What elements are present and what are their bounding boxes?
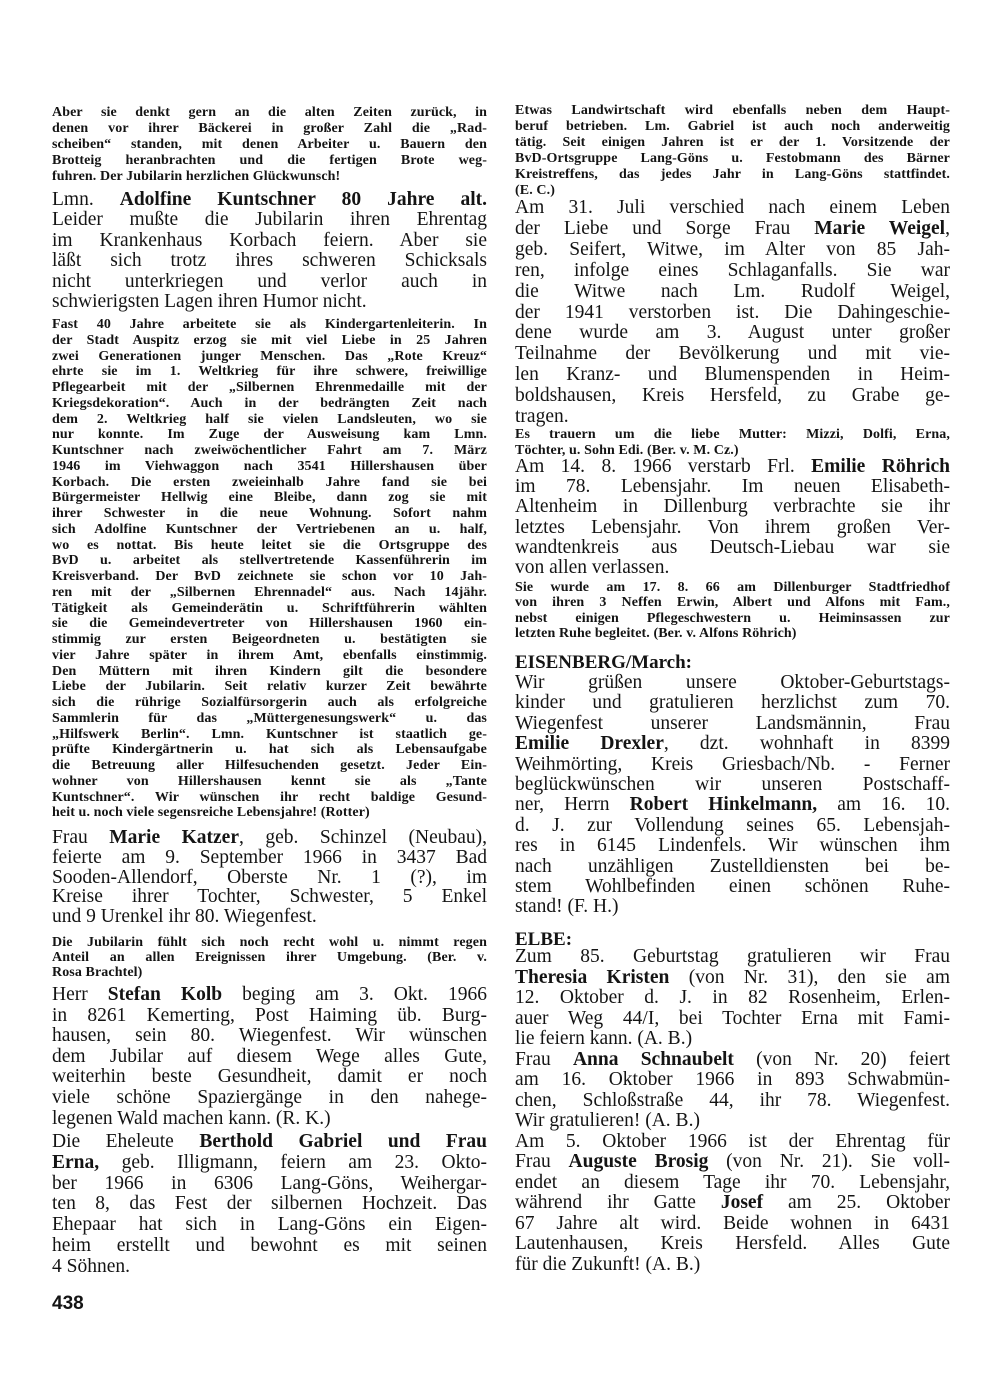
text-line: nach unzähligen Zustelldiensten bei be- xyxy=(515,855,950,877)
text-line: Die Eheleute Berthold Gabriel und Frau xyxy=(52,1131,487,1152)
paragraph-weigel xyxy=(515,198,950,428)
paragraph-gabriel xyxy=(52,1132,487,1278)
paragraph-bakery-memories xyxy=(52,105,487,185)
text-line: (E. C.) xyxy=(515,183,555,198)
text-line: Frau Auguste Brosig (von Nr. 21). Sie voll- xyxy=(515,1151,951,1172)
text-line: letztes Lebensjahr. Von ihrem großen Ver- xyxy=(515,516,950,538)
text-line: der Liebe und Sorge Frau Marie Weigel, xyxy=(515,217,950,239)
text-line: Die Jubilarin fühlt sich noch recht wohl u. nimmt regen xyxy=(52,935,487,950)
text-line: Anteil an allen Ereignissen ihrer Umgebung. (Ber. v. xyxy=(52,950,487,966)
bold-name: Marie Katzer xyxy=(109,827,239,848)
text-line: Kriegsdekoration“. Auch in der bedrängten Zeit nach xyxy=(52,395,487,411)
text-line: heit u. noch viele segensreiche Lebensjahre! (Rotter) xyxy=(52,805,370,821)
bold-name: Adolfine Kuntschner 80 Jahre alt. xyxy=(119,189,487,210)
text-line: sich Adolfine Kuntschner der Vertriebenen an u. half, xyxy=(52,521,487,537)
text-line: wandtenkreis aus Deutsch-Liebau war sie xyxy=(515,536,950,558)
text-line: Brotteig heranbrachten und die fertigen Brote weg- xyxy=(52,153,487,168)
text-line: nebst einigen Pflegeschwestern u. Heiminsassen zur xyxy=(515,610,950,626)
text-line: Lautenhausen, Kreis Hersfeld. Alles Gute xyxy=(515,1233,950,1254)
text-line: Wiegenfest unserer Landsmännin, Frau xyxy=(515,712,950,734)
text-line: Pflegearbeit mit der „Silbernen Ehrenmedaille mit der xyxy=(52,380,487,395)
paragraph-kuntschner-bio xyxy=(52,317,487,821)
bold-name: Anna Schnaubelt xyxy=(572,1048,734,1070)
text-line: Bürgermeister Hellwig eine Bleibe, dann zog sie mit xyxy=(52,490,487,506)
text-line: Emilie Drexler, dzt. wohnhaft in 8399 xyxy=(515,733,951,755)
text-line: scheiben“ standen, mit denen Arbeiter u. Bauern den xyxy=(52,137,487,152)
text-line: hausen, sein 80. Wiegenfest. Wir wünschen xyxy=(52,1025,487,1047)
text-line: Den Müttern mit ihren Kindern gilt die besondere xyxy=(52,663,487,679)
text-line: Frau Marie Katzer, geb. Schinzel (Neubau), xyxy=(52,827,487,848)
text-line: stimmig zur ersten Beigeordneten u. bestätigten sie xyxy=(52,632,487,647)
text-line: Wir gratulieren! (A. B.) xyxy=(515,1110,700,1131)
text-line: Lmn. Adolfine Kuntschner 80 Jahre alt. xyxy=(52,189,487,210)
paragraph-roehrich-burial xyxy=(515,580,950,641)
text-line: weiterhin beste Gesundheit, damit er noch xyxy=(52,1066,487,1088)
text-line: der Stadt Auspitz erzog sie mit viel Liebe in 25 Jahren xyxy=(52,332,487,348)
text-line: ten 8, das Fest der silbernen Hochzeit. Das xyxy=(52,1193,487,1215)
text-line: 4 Söhnen. xyxy=(52,1255,130,1277)
text-line: schwierigsten Lagen ihren Humor nicht. xyxy=(52,291,367,313)
text-line: fuhren. Der Jubilarin herzlichen Glückwunsch! xyxy=(52,169,341,184)
text-line: Teilnahme der Bevölkerung und mit vie- xyxy=(515,343,950,365)
text-line: lie feiern kann. (A. B.) xyxy=(515,1028,693,1049)
text-line: beglückwünschen wir unseren Postschaff- xyxy=(515,774,950,796)
text-line: wohner von Hillershausen kennt sie als „Tante xyxy=(52,773,487,789)
bold-name: Josef xyxy=(720,1192,764,1213)
text-line: während ihr Gatte Josef am 25. Oktober xyxy=(515,1192,950,1213)
text-line: beruf betrieben. Lm. Gabriel ist auch noch anderweitig xyxy=(515,119,950,134)
text-line: res in 6145 Lindenfels. Wir wünschen ihm xyxy=(515,835,950,857)
text-line: am 16. Oktober 1966 in 893 Schwabmün- xyxy=(515,1069,950,1090)
text-line: 12. Oktober d. J. in 82 Rosenheim, Erlen- xyxy=(515,987,950,1008)
paragraph-katzer xyxy=(52,828,487,927)
text-line: ren mit der „Silbernen Ehrennadel“ aus. Nach 14jähr. xyxy=(52,584,487,600)
text-line: zwei Generationen junger Menschen. Das „Rote Kreuz“ xyxy=(52,348,487,364)
text-line: ihrer Schwester in die neue Wohnung. Sofort nahm xyxy=(52,506,487,521)
text-line: ner, Herrn Robert Hinkelmann, am 16. 10. xyxy=(515,794,950,816)
text-line: Am 31. Juli verschied nach einem Leben xyxy=(515,197,950,218)
text-line: „Hilfswerk Berlin“. Lmn. Kuntschner ist staatlich ge- xyxy=(52,726,487,742)
text-line: viele schöne Spaziergänge in den nahege- xyxy=(52,1086,487,1108)
paragraph-elbe xyxy=(515,947,950,1275)
text-line: Liebe der Jubilarin. Seit relativ kurzer Zeit bewährte xyxy=(52,679,487,695)
text-line: geb. Seifert, Witwe, im Alter von 85 Jah- xyxy=(515,238,950,260)
text-line: sie die Gemeindevertreter von Hillershausen 1960 ein- xyxy=(52,616,487,632)
text-line: Sammlerin für das „Müttergenesungswerk“ u. das xyxy=(52,710,487,726)
text-line: d. J. zur Vollendung seines 65. Lebensjah- xyxy=(515,814,950,836)
text-line: dem 2. Weltkrieg half sie vielen Landsleuten, wo sie xyxy=(52,411,487,427)
text-line: BvD u. arbeitet als stellvertretende Kassenführerin im xyxy=(52,553,487,569)
text-line: prüfte Kindergärtnerin u. hat sich als Lebensaufgabe xyxy=(52,742,487,758)
text-line: wo es nottat. Bis heute leitet sie die Ortsgruppe des xyxy=(52,537,487,553)
text-line: von ihren 3 Neffen Erwin, Albert und Alfons mit Fam., xyxy=(515,595,950,611)
text-line: 1946 im Viehwaggon nach 3541 Hillershausen über xyxy=(52,458,487,474)
paragraph-gabriel-note xyxy=(515,103,950,199)
bold-name: Marie Weigel xyxy=(814,217,946,239)
text-line: Weihmörting, Kreis Griesbach/Nb. - Ferner xyxy=(515,753,950,775)
text-line: endet an diesem Tage ihr 70. Lebensjahr, xyxy=(515,1171,950,1193)
text-line: ber 1966 in 6306 Lang-Göns, Weihergar- xyxy=(52,1172,487,1194)
text-line: 67 Jahre alt wird. Beide wohnen in 6431 xyxy=(515,1212,950,1234)
text-line: von allen verlassen. xyxy=(515,557,670,579)
text-line: und 9 Urenkel ihr 80. Wiegenfest. xyxy=(52,906,317,928)
text-line: Kreise ihrer Tochter, Schwester, 5 Enkel xyxy=(52,886,487,908)
text-line: Tätigkeit als Gemeinderätin u. Schriftführerin wählten xyxy=(52,600,487,616)
text-line: Wir grüßen unsere Oktober-Geburtstags- xyxy=(515,672,950,693)
text-line: Kreistreffens, das jedes Jahr in Lang-Göns stattfindet. xyxy=(515,167,950,182)
text-line: BvD-Ortsgruppe Lang-Göns u. Festobmann des Bärner xyxy=(515,151,950,166)
text-line: der 1941 verstorben ist. Die Dahingeschie- xyxy=(515,301,950,323)
text-line: vier Jahre später in ihrem Amt, ebenfalls einstimmig. xyxy=(52,647,487,663)
bold-name: Auguste Brosig xyxy=(568,1151,709,1172)
text-line: tätig. Seit einigen Jahren ist er der 1. Vorsitzende der xyxy=(515,135,950,150)
text-line: die Betreuung aller Hilfesuchenden gesetzt. Jeder Ein- xyxy=(52,758,487,773)
text-line: Am 5. Oktober 1966 ist der Ehrentag für xyxy=(515,1130,950,1152)
text-line: sich die rührige Sozialfürsorgerin auch als erfolgreiche xyxy=(52,695,487,710)
paragraph-weigel-mourners xyxy=(515,427,950,458)
text-line: Fast 40 Jahre arbeitete sie als Kindergartenleiterin. In xyxy=(52,317,487,332)
text-line: stem Wohlbefinden einen schönen Ruhe- xyxy=(515,876,950,898)
bold-name: Berthold Gabriel und Frau xyxy=(199,1131,487,1152)
text-line: Korbach. Die ersten zweieinhalb Jahre fand sie bei xyxy=(52,474,487,490)
bold-name: Emilie Drexler xyxy=(515,733,664,755)
text-line: die Witwe nach Lm. Rudolf Weigel, xyxy=(515,280,950,302)
paragraph-kuntschner-intro xyxy=(52,190,487,312)
text-line: Theresia Kristen (von Nr. 31), den sie am xyxy=(515,966,950,988)
text-line: Leider mußte die Jubilarin ihren Ehrentag xyxy=(52,209,487,231)
text-line: Kreisverband. Der BvD zeichnete sie schon vor 10 Jah- xyxy=(52,569,487,584)
text-line: auer Weg 44/I, bei Tochter Erna mit Fami- xyxy=(515,1007,950,1029)
section-heading-elbe: ELBE: xyxy=(515,929,573,950)
text-line: Sie wurde am 17. 8. 66 am Dillenburger Stadtfriedhof xyxy=(515,580,950,595)
text-line: für die Zukunft! (A. B.) xyxy=(515,1253,701,1275)
text-line: Aber sie denkt gern an die alten Zeiten zurück, in xyxy=(52,105,487,120)
text-line: ehrte sie im 1. Weltkrieg für ihre schwere, freiwillige xyxy=(52,364,487,380)
page-number: 438 xyxy=(52,1293,84,1314)
text-line: nicht unterkriegen und verlor auch in xyxy=(52,270,487,292)
bold-name: Robert Hinkelmann, xyxy=(629,794,818,816)
text-line: stand! (F. H.) xyxy=(515,896,619,918)
section-heading-eisenberg: EISENBERG/March: xyxy=(515,652,693,673)
text-line: Erna, geb. Illigmann, feiern am 23. Okto- xyxy=(52,1151,487,1173)
paragraph-eisenberg xyxy=(515,673,950,918)
bold-name: Theresia Kristen xyxy=(515,966,670,988)
text-line: nur konnte. Im Zuge der Ausweisung kam Lmn. xyxy=(52,427,487,443)
text-line: Altenheim in Dillenburg verbrachte sie ihr xyxy=(515,496,950,518)
paragraph-katzer-note xyxy=(52,935,487,981)
text-line: Sooden-Allendorf, Oberste Nr. 1 (?), im xyxy=(52,866,487,888)
text-line: dem Jubilar auf diesem Wege alles Gute, xyxy=(52,1045,487,1067)
text-line: tragen. xyxy=(515,406,569,428)
text-line: dene wurde am 3. August unter großer xyxy=(515,322,950,344)
text-line: Herr Stefan Kolb beging am 3. Okt. 1966 xyxy=(52,984,487,1005)
text-line: Frau Anna Schnaubelt (von Nr. 20) feiert xyxy=(515,1048,951,1070)
text-line: kinder und gratulieren herzlichst zum 70. xyxy=(515,692,950,714)
text-line: legenen Wald machen kann. (R. K.) xyxy=(52,1107,331,1129)
text-line: heim erstellt und bewohnt es mit seinen xyxy=(52,1234,487,1256)
text-line: len Kranz- und Blumenspenden in Heim- xyxy=(515,364,950,386)
bold-name: Stefan Kolb xyxy=(107,984,223,1005)
text-line: Ehepaar hat sich in Lang-Göns ein Eigen- xyxy=(52,1214,487,1236)
paragraph-roehrich xyxy=(515,457,950,578)
text-line: Kuntschner nach zweiwöchentlicher Fahrt am 7. März xyxy=(52,443,487,458)
text-line: Etwas Landwirtschaft wird ebenfalls neben dem Haupt- xyxy=(515,103,950,118)
text-line: Rosa Brachtel) xyxy=(52,965,143,981)
text-line: in 8261 Kemerting, Post Haiming üb. Burg- xyxy=(52,1004,487,1026)
text-line: Am 14. 8. 1966 verstarb Frl. Emilie Röhrich xyxy=(515,456,950,477)
text-line: boldshausen, Kreis Hersfeld, zu Grabe ge- xyxy=(515,385,950,407)
bold-name: Emilie Röhrich xyxy=(811,456,950,477)
text-line: denen vor ihrer Bäckerei in großer Zahl die „Rad- xyxy=(52,121,487,136)
text-line: ren, infolge eines Schlaganfalls. Sie war xyxy=(515,259,950,281)
text-line: Töchter, u. Sohn Edi. (Ber. v. M. Cz.) xyxy=(515,442,739,458)
text-line: im Krankenhaus Korbach feiern. Aber sie xyxy=(52,229,487,251)
text-line: Zum 85. Geburtstag gratulieren wir Frau xyxy=(515,946,950,967)
bold-name: Erna, xyxy=(52,1151,100,1173)
text-line: feierte am 9. September 1966 in 3437 Bad xyxy=(52,846,487,868)
text-line: Es trauern um die liebe Mutter: Mizzi, Dolfi, Erna, xyxy=(515,427,950,442)
text-line: chen, Schloßstraße 44, ihr 78. Wiegenfest. xyxy=(515,1089,950,1111)
text-line: Kuntschner“. Wir wünschen ihr recht baldige Gesund- xyxy=(52,789,487,805)
paragraph-kolb xyxy=(52,985,487,1129)
text-line: letzten Ruhe begleitet. (Ber. v. Alfons Röhrich) xyxy=(515,625,797,641)
text-line: im 78. Lebensjahr. Im neuen Elisabeth- xyxy=(515,476,950,498)
text-line: läßt sich trotz ihres schweren Schicksals xyxy=(52,250,487,272)
